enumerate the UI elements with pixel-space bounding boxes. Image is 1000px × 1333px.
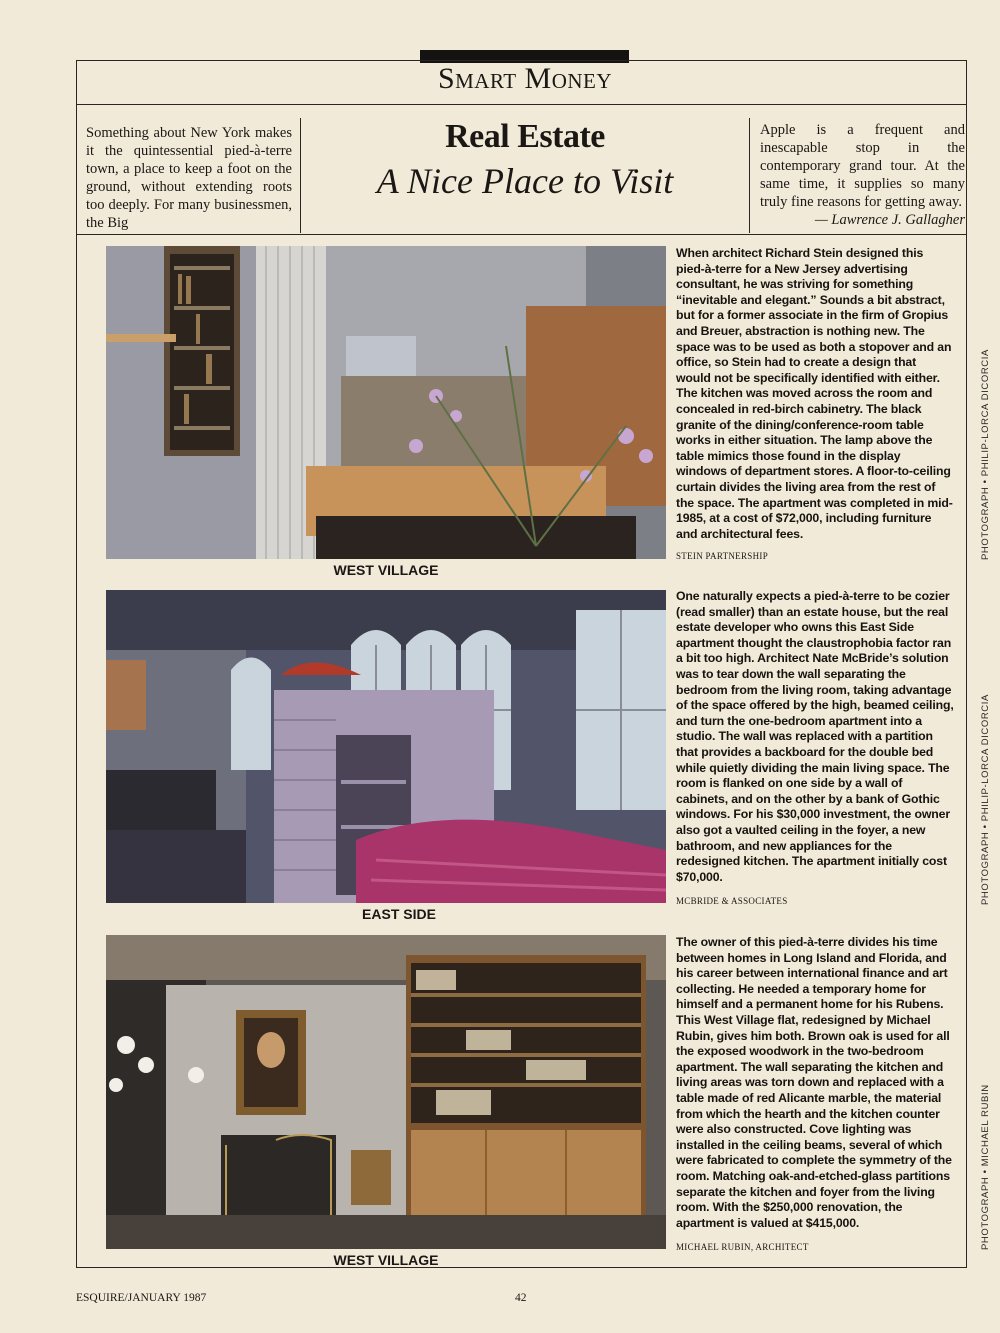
footer-publication: ESQUIRE/JANUARY 1987 (76, 1292, 207, 1304)
author-signature: — Lawrence J. Gallagher (814, 212, 965, 228)
architect-credit: MCBRIDE & ASSOCIATES (676, 896, 788, 906)
story-text: The owner of this pied-à-terre divides his time between homes in Long Island and Florida, and his career between international finance and art collecting. He needed a temporary home for himself and a permanent home for his Rubens. This West Village flat, redesigned by Michael Rubin, gives him both. Brown oak is used for all the exposed woodwork in the two-bedroom apartment. The wall separating the kitchen and living areas was torn down and replaced with a table made of red Alicante marble, the material from which the hearth and the kitchen counter were also constructed. Cove lighting was installed in the ceiling beams, several of which were fabricated to complete the symmetry of the room. Matching oak-and-etched-glass partitions separate the kitchen and foyer from the living room. With the $250,000 renovation, the apartment is valued at $415,000. (676, 935, 952, 1230)
story-text: When architect Richard Stein designed this pied-à-terre for a New Jersey advertising consultant, he was striving for something “inevitable and elegant.” Sounds a bit abstract, but for a former associate in the firm of Gropius and Breuer, abstraction is nothing new. The space was to be used as both a stopover and an office, so Stein had to create a design that would not be specifically identified with either. The kitchen was moved across the room and concealed in red-birch cabinetry. The black granite of the dining/conference-room table works in either situation. The lamp above the table mimics those found in the display windows of department stores. A floor-to-ceiling curtain divides the living area from the rest of the space. The apartment was completed in mid-1985, at a cost of $72,000, including furniture and architectural fees. (676, 246, 953, 541)
photo-west-village-living-room (106, 246, 666, 559)
photo-caption: EAST SIDE (362, 906, 436, 922)
photo-east-side-studio (106, 590, 666, 903)
header-rule (76, 104, 967, 105)
architect-credit: STEIN PARTNERSHIP (676, 551, 768, 561)
story-text: One naturally expects a pied-à-terre to be cozier (read smaller) than an estate house, but the real estate developer who owns this East Side apartment thought the claustrophobia factor ran a bit too high. Architect Nate McBride’s solution was to tear down the wall separating the bedroom from the living room, taking advantage of the space offered by the high, beamed ceiling, and turn the one-bedroom apartment into a studio. The wall was replaced with a partition that provides a backboard for the double bed while quietly dividing the main living space. The room is flanked on one side by a wall of cabinets, and on the other by a bank of Gothic windows. For his $30,000 investment, the owner also got a vaulted ceiling in the foyer, a new bathroom, and new appliances for the redesigned kitchen. The apartment initially cost $70,000. (676, 589, 954, 884)
photo-credit-vertical: PHOTOGRAPH • MICHAEL RUBIN (980, 1084, 991, 1250)
intro-right-column (760, 121, 965, 229)
section-title: Smart Money (437, 62, 613, 95)
intro-right-text: Apple is a frequent and inescapable stop in the contemporary grand tour. At the same time, it supplies so many truly fine reasons for getting away. (760, 122, 965, 210)
column-divider-right (749, 118, 750, 233)
intro-rule (76, 234, 967, 235)
headline: Real Estate (445, 118, 605, 155)
photo-caption: WEST VILLAGE (333, 1252, 439, 1268)
photo-caption: WEST VILLAGE (333, 562, 439, 578)
photo-credit-vertical: PHOTOGRAPH • PHILIP-LORCA DICORCIA (980, 694, 991, 905)
architect-credit: MICHAEL RUBIN, ARCHITECT (676, 1242, 809, 1252)
photo-credit-vertical: PHOTOGRAPH • PHILIP-LORCA DICORCIA (980, 349, 991, 560)
photo-west-village-library (106, 935, 666, 1249)
intro-left-column: Something about New York makes it the quintessential pied-à-terre town, a place to keep a foot on the ground, without extending roots too deeply. For many businessmen, the Big (86, 125, 292, 231)
page-number: 42 (515, 1292, 527, 1304)
subhead: A Nice Place to Visit (376, 161, 674, 201)
